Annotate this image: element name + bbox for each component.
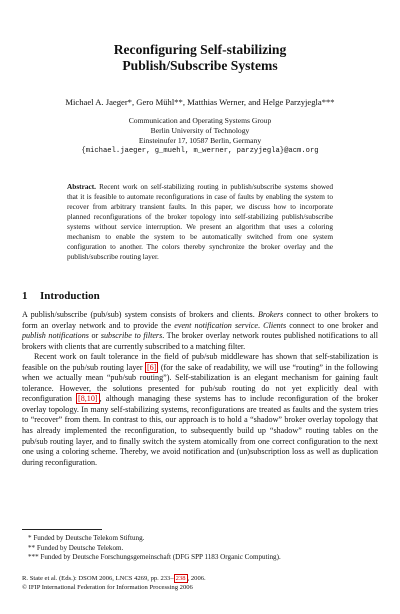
abstract-text: Recent work on self-stabilizing routing in publish/subscribe systems showed that it is feasible to automate reconfigurations in case of faults by enabling the system to recover from arbitrary transient faults. In this paper, we discuss how to incorporate planned reconfigurations of the broker topology into self-stabilizing publish/subscribe systems without service interruption. We present an algorithm that uses a coloring mechanism to enable the system to be automatically switched from one system configuration to another. The colors thereby synchronize the broker overlay and the publish/subscribe routing layer. (67, 182, 334, 261)
section-heading (22, 290, 100, 302)
affiliation-address: Einsteinufer 17, 10587 Berlin, Germany (138, 136, 262, 145)
affiliation-group: Communication and Operating Systems Group (128, 116, 272, 125)
affiliation-emails: {michael.jaeger, g_muehl, m_werner, parzyjegla}@acm.org (81, 147, 319, 155)
intro-text: or (88, 331, 101, 341)
section-number: 1 (22, 290, 28, 302)
affiliation-university: Berlin University of Technology (150, 126, 250, 135)
intro-text: connect to other brokers to form an overlay network and to provide the (22, 310, 378, 330)
publication-info (22, 574, 378, 592)
abstract-label: Abstract. (67, 182, 96, 191)
intro-emphasis: Brokers (257, 310, 284, 319)
intro-text: , although managing these systems has to include reconfiguration of the broker overlay topology. In many self-stabilizing systems, reconfigurations are treated as faults and the system tries to “recover” from them. In contrast to this, our approach is to hold a “shadow” broker overlay topology that has already implemented the reconfiguration, to subsequently build up “shadow” routing tables on the pub/sub routing layer, and to finally switch the system atomically from one correct configuration to the next one using a coloring scheme. Thereby, we avoid notification and (un)subscription loss as well as duplication during reconfiguration. (22, 394, 378, 467)
abstract (67, 182, 333, 262)
introduction-body (22, 310, 378, 468)
intro-text: Recent work on fault tolerance in the field of pub/sub middleware has shown that self-stabilization is feasible on the pub/sub routing layer (22, 352, 378, 372)
footnote-2: ** Funded by Deutsche Telekom. (28, 543, 124, 552)
affiliation-block (40, 116, 360, 156)
publication-citation (22, 574, 378, 583)
intro-text: (for the sake of readability, we will use “routing” in the following when we actually mean “pub/sub routing”). Self-stabilization is an elegant mechanism for gaining fault tolerance. However, the solutions presented for pub/sub routing do not yet explicitly deal with reconfiguration (22, 362, 378, 404)
intro-text: . The broker overlay network routes published notifications to all brokers with clients that are currently subscribed to a matching filter. (22, 331, 378, 351)
author-list: Michael A. Jaeger*, Gero Mühl**, Matthias Werner, and Helge Parzyjegla*** (65, 97, 335, 107)
intro-emphasis: event notification service (174, 320, 258, 330)
title-line-2: Publish/Subscribe Systems (122, 58, 278, 73)
intro-text: A publish/subscribe (pub/sub) system consists of brokers and clients. (22, 310, 258, 319)
intro-emphasis: publish notifications (22, 331, 89, 341)
title-line-1: Reconfiguring Self-stabilizing (113, 42, 287, 57)
intro-text: . (257, 320, 264, 330)
citation-link[interactable]: [8,10] (78, 394, 98, 404)
paper-title (40, 42, 360, 74)
footnote-3: *** Funded by Deutsche Forschungsgemeinschaft (DFG SPP 1183 Organic Computing). (28, 553, 281, 562)
intro-emphasis: Clients (263, 320, 287, 330)
citation-link[interactable]: [6] (146, 362, 157, 372)
intro-emphasis: subscribe to filters (100, 331, 163, 341)
citation-text: , 2006. (187, 575, 206, 582)
footnote-rule (22, 529, 102, 530)
intro-text: connect to one broker and (286, 320, 379, 330)
copyright-line: © IFIP International Federation for Information Processing 2006 (22, 584, 193, 591)
intro-paragraph-1 (22, 310, 378, 352)
citation-text: R. State et al. (Eds.): DSOM 2006, LNCS 4269, pp. 233– (22, 575, 174, 582)
footnote-1: * Funded by Deutsche Telekom Stiftung. (28, 534, 145, 542)
footnotes (22, 534, 378, 563)
section-title: Introduction (40, 290, 100, 302)
intro-paragraph-2 (22, 352, 378, 468)
page-link[interactable]: 238 (175, 575, 186, 582)
